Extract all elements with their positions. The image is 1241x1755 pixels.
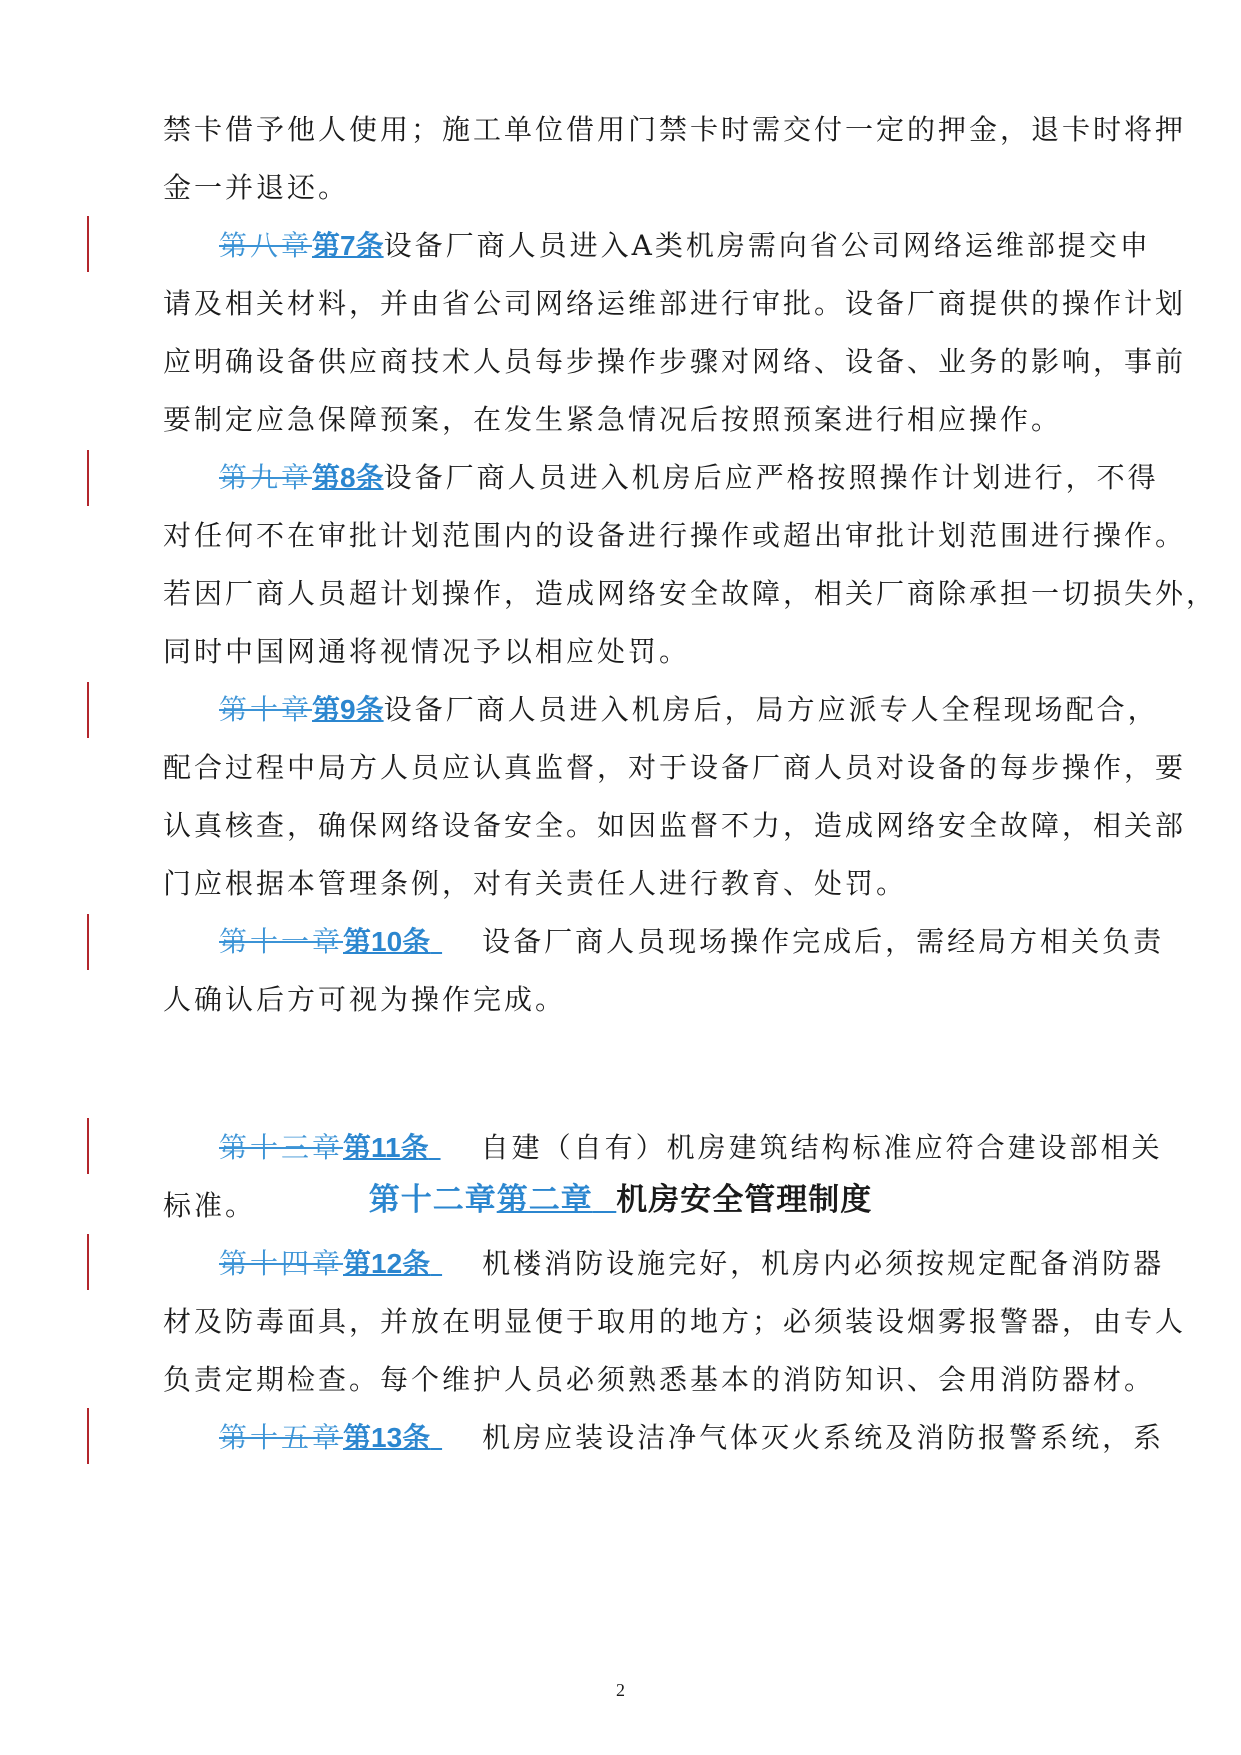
change-bar [87,216,89,272]
text-line: 若因厂商人员超计划操作，造成网络安全故障，相关厂商除承担一切损失外， [163,577,1218,610]
text-line: 负责定期检查。每个维护人员必须熟悉基本的消防知识、会用消防器材。 [163,1363,1156,1396]
heading-inserted-text: 第二章 [496,1182,593,1218]
change-bar [87,450,89,506]
text-line: 禁卡借予他人使用；施工单位借用门禁卡时需交付一定的押金，退卡时将押 [163,113,1187,146]
inserted-tab-space [430,1418,482,1458]
deleted-text: 第九章 [219,461,313,494]
inserted-article-number: 第11条 [343,1132,429,1163]
text-line: 要制定应急保障预案，在发生紧急情况后按照预案进行相应操作。 [163,403,1063,436]
deleted-text: 第十四章 [219,1247,344,1280]
deleted-text: 第十一章 [219,925,344,958]
article-text: 设备厂商人员进入机房后应严格按照操作计划进行，不得 [383,461,1159,494]
inserted-article-number: 第13条 [343,1422,431,1453]
heading-title: 机房安全管理制度 [616,1182,873,1218]
text-line: 同时中国网通将视情况予以相应处罚。 [163,635,691,668]
article-12-first-line [219,1244,1165,1284]
deleted-text: 第十三章 [219,1131,344,1164]
inserted-tab-space [429,1128,481,1168]
article-13-first-line [219,1418,1165,1458]
change-bar [87,914,89,970]
heading-deleted-text: 第十二章 [368,1182,497,1218]
deleted-text: 第十章 [219,693,313,726]
inserted-article-number: 第12条 [343,1248,431,1279]
article-10-first-line [219,922,1165,962]
page-number: 2 [616,1680,625,1700]
inserted-tab-space [430,1244,482,1284]
text-line: 对任何不在审批计划范围内的设备进行操作或超出审批计划范围进行操作。 [163,519,1187,552]
text-line: 认真核查，确保网络设备安全。如因监督不力，造成网络安全故障，相关部 [163,809,1187,842]
deleted-text: 第八章 [219,229,313,262]
inserted-article-number: 第10条 [343,926,431,957]
change-bar [87,682,89,738]
inserted-article-number: 第7条 [312,230,384,261]
deleted-text: 第十五章 [219,1421,344,1454]
text-line: 应明确设备供应商技术人员每步操作步骤对网络、设备、业务的影响，事前 [163,345,1187,378]
article-7-first-line [219,226,1151,266]
article-text: 设备厂商人员现场操作完成后，需经局方相关负责 [482,925,1165,958]
change-bar [87,1118,89,1174]
article-8-first-line [219,458,1159,498]
inserted-article-number: 第9条 [312,694,384,725]
article-text: 设备厂商人员进入A类机房需向省公司网络运维部提交申 [383,229,1151,262]
text-line: 请及相关材料，并由省公司网络运维部进行审批。设备厂商提供的操作计划 [163,287,1187,320]
text-line: 材及防毒面具，并放在明显便于取用的地方；必须装设烟雾报警器，由专人 [163,1305,1187,1338]
article-text: 自建（自有）机房建筑结构标准应符合建设部相关 [480,1131,1163,1164]
article-11-first-line [219,1128,1163,1168]
change-bar [87,1234,89,1290]
inserted-tab-space [430,922,482,962]
article-text: 机楼消防设施完好，机房内必须按规定配备消防器 [482,1247,1165,1280]
text-line: 人确认后方可视为操作完成。 [163,983,567,1016]
article-9-first-line [219,690,1159,730]
change-bar [87,1408,89,1464]
article-text: 机房应装设洁净气体灭火系统及消防报警系统，系 [482,1421,1165,1454]
text-line: 金一并退还。 [163,171,350,204]
text-line: 标准。 [163,1189,257,1222]
text-line: 配合过程中局方人员应认真监督，对于设备厂商人员对设备的每步操作，要 [163,751,1187,784]
text-line: 门应根据本管理条例，对有关责任人进行教育、处罚。 [163,867,908,900]
article-text: 设备厂商人员进入机房后，局方应派专人全程现场配合， [383,693,1159,726]
inserted-article-number: 第8条 [312,462,384,493]
